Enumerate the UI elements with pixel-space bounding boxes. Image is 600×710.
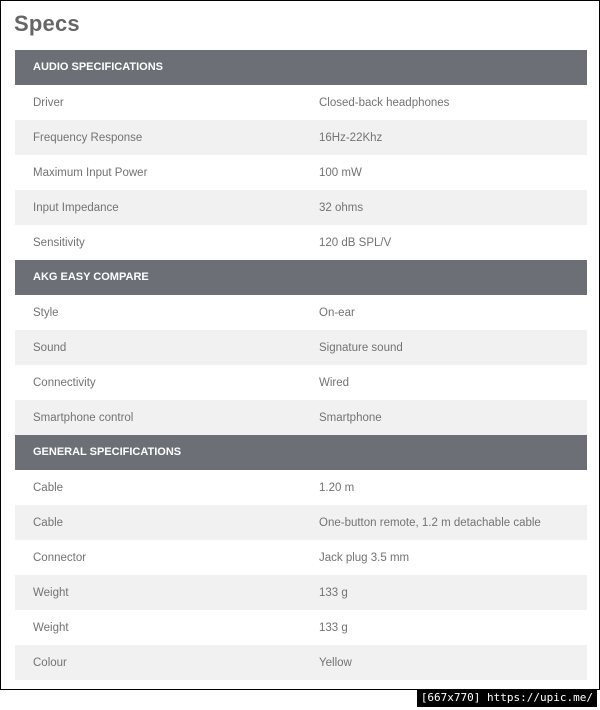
specs-table [15,50,587,680]
section-heading-general: GENERAL SPECIFICATIONS [15,435,587,470]
spec-row [15,400,587,435]
spec-row [15,610,587,645]
spec-value: 133 g [319,586,348,599]
spec-row [15,505,587,540]
spec-value: 120 dB SPL/V [319,236,392,249]
spec-value: Jack plug 3.5 mm [319,551,410,564]
spec-label: Sensitivity [33,236,85,249]
spec-label: Style [33,306,59,319]
spec-row [15,540,587,575]
watermark: [667x770] https://upic.me/ [417,689,597,707]
spec-row [15,470,587,505]
spec-label: Connectivity [33,376,96,389]
spec-label: Cable [33,481,64,494]
spec-value: One-button remote, 1.2 m detachable cable [319,516,541,529]
spec-value: Yellow [319,656,352,669]
spec-value: 133 g [319,621,348,634]
spec-value: 32 ohms [319,201,364,214]
spec-row [15,120,587,155]
spec-value: 16Hz-22Khz [319,131,383,144]
spec-row [15,330,587,365]
spec-row [15,85,587,120]
spec-row [15,575,587,610]
spec-label: Weight [33,621,69,634]
spec-row [15,295,587,330]
page-title: Specs [14,11,80,36]
spec-row [15,155,587,190]
spec-value: 1.20 m [319,481,355,494]
spec-label: Driver [33,96,64,109]
spec-row [15,645,587,680]
spec-value: Smartphone [319,411,382,424]
spec-label: Connector [33,551,87,564]
spec-label: Maximum Input Power [33,166,148,179]
spec-value: Closed-back headphones [319,96,450,109]
spec-label: Input Impedance [33,201,119,214]
section-heading-akg-easy-compare: AKG EASY COMPARE [15,260,587,295]
spec-value: On-ear [319,306,355,319]
spec-row [15,225,587,260]
spec-label: Colour [33,656,67,669]
spec-label: Frequency Response [33,131,143,144]
section-heading-audio: AUDIO SPECIFICATIONS [15,50,587,85]
spec-row [15,365,587,400]
spec-value: 100 mW [319,166,362,179]
spec-label: Smartphone control [33,411,134,424]
spec-label: Weight [33,586,69,599]
spec-value: Signature sound [319,341,403,354]
spec-value: Wired [319,376,350,389]
spec-row [15,190,587,225]
spec-label: Cable [33,516,64,529]
spec-label: Sound [33,341,67,354]
